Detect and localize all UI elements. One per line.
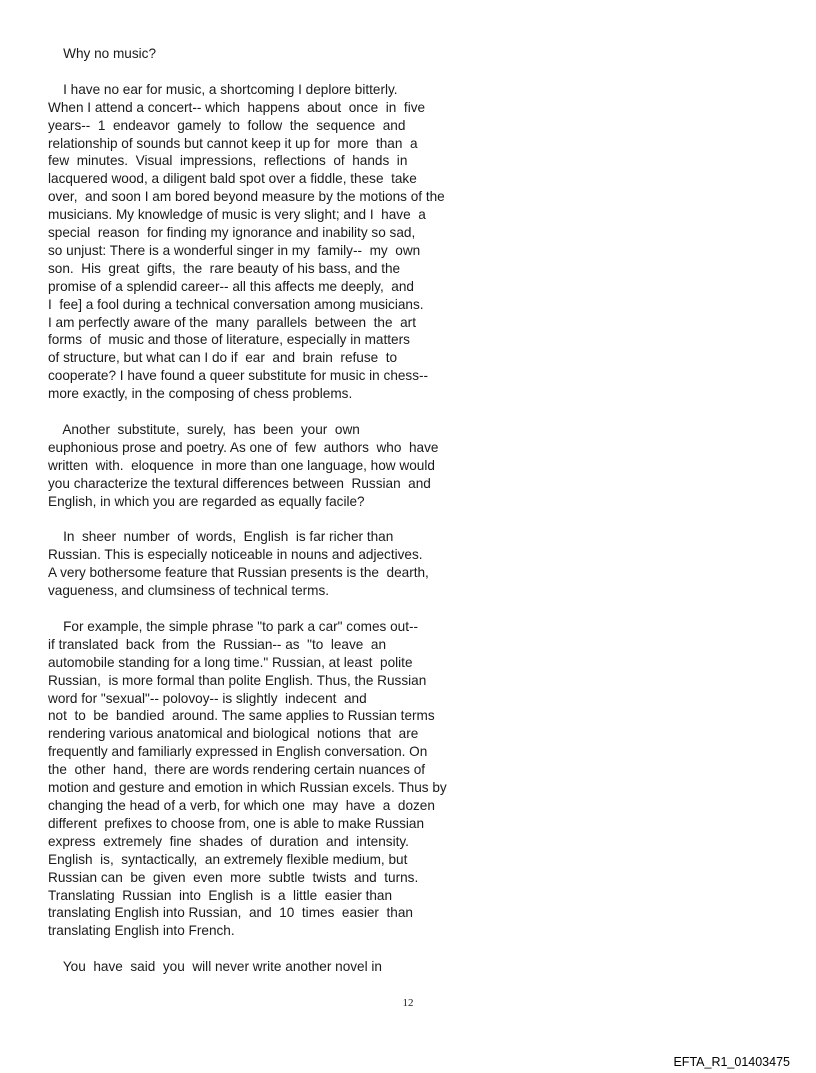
text-line: few minutes. Visual impressions, reflections of hands in bbox=[48, 153, 408, 169]
text-line: different prefixes to choose from, one is able to make Russian bbox=[48, 815, 425, 831]
text-line: not to be bandied around. The same applies to Russian terms bbox=[48, 708, 435, 724]
body-text bbox=[48, 45, 448, 976]
paragraph-gap bbox=[48, 63, 448, 81]
paragraph-question-novel bbox=[48, 958, 448, 976]
document-id: EFTA_R1_01403475 bbox=[673, 1055, 790, 1069]
text-line: I am perfectly aware of the many parallels between the art bbox=[48, 314, 416, 330]
paragraph-gap bbox=[48, 403, 448, 421]
text-line: Russian can be given even more subtle twists and turns. bbox=[48, 869, 419, 885]
text-line: vagueness, and clumsiness of technical terms. bbox=[48, 583, 330, 599]
text-line: English is, syntactically, an extremely flexible medium, but bbox=[48, 851, 408, 867]
paragraph-question-prose bbox=[48, 421, 448, 511]
text-line: over, and soon I am bored beyond measure by the motions of the bbox=[48, 189, 445, 205]
text-line: cooperate? I have found a queer substitute for music in chess-- bbox=[48, 368, 429, 384]
text-line: frequently and familiarly expressed in English conversation. On bbox=[48, 744, 428, 760]
paragraph-answer-words bbox=[48, 528, 448, 600]
text-line: promise of a splendid career-- all this affects me deeply, and bbox=[48, 278, 414, 294]
text-line: word for "sexual"-- polovoy-- is slightly indecent and bbox=[48, 690, 367, 706]
text-line: You have said you will never write another novel in bbox=[48, 959, 382, 975]
text-line: Another substitute, surely, has been your own bbox=[48, 422, 360, 437]
text-line: rendering various anatomical and biological notions that are bbox=[48, 726, 419, 742]
text-line: A very bothersome feature that Russian presents is the dearth, bbox=[48, 565, 429, 581]
text-line: forms of music and those of literature, especially in matters bbox=[48, 332, 410, 348]
text-line: For example, the simple phrase "to park a car" comes out-- bbox=[48, 618, 419, 634]
text-line: automobile standing for a long time." Russian, at least polite bbox=[48, 654, 413, 670]
text-line: Translating Russian into English is a little easier than bbox=[48, 887, 393, 903]
text-line: relationship of sounds but cannot keep it up for more than a bbox=[48, 135, 418, 151]
text-line: When I attend a concert-- which happens about once in five bbox=[48, 99, 426, 115]
text-line: son. His great gifts, the rare beauty of his bass, and the bbox=[48, 260, 401, 276]
text-line: English, in which you are regarded as equally facile? bbox=[48, 493, 365, 509]
text-line: more exactly, in the composing of chess problems. bbox=[48, 386, 353, 402]
text-line: musicians. My knowledge of music is very slight; and I have a bbox=[48, 207, 426, 223]
paragraph-gap bbox=[48, 600, 448, 618]
text-line: Why no music? bbox=[48, 46, 157, 61]
page-number: 12 bbox=[402, 997, 414, 1009]
text-line: of structure, but what can I do if ear and brain refuse to bbox=[48, 350, 398, 366]
text-line: so unjust: There is a wonderful singer in my family-- my own bbox=[48, 242, 421, 258]
paragraph-gap bbox=[48, 511, 448, 529]
text-line: translating English into Russian, and 10 times easier than bbox=[48, 905, 413, 921]
text-line: Russian. This is especially noticeable in nouns and adjectives. bbox=[48, 547, 423, 563]
paragraph-gap bbox=[48, 940, 448, 958]
text-line: years-- 1 endeavor gamely to follow the sequence and bbox=[48, 117, 406, 133]
paragraph-example bbox=[48, 618, 448, 940]
text-line: express extremely fine shades of duration and intensity. bbox=[48, 833, 409, 849]
text-line: I have no ear for music, a shortcoming I deplore bitterly. bbox=[48, 81, 398, 97]
text-line: if translated back from the Russian-- as "to leave an bbox=[48, 636, 387, 652]
text-line: motion and gesture and emotion in which Russian excels. Thus by bbox=[48, 780, 447, 796]
text-line: the other hand, there are words rendering certain nuances of bbox=[48, 762, 426, 778]
text-line: changing the head of a verb, for which one may have a dozen bbox=[48, 798, 435, 813]
text-line: special reason for finding my ignorance and inability so sad, bbox=[48, 225, 416, 241]
text-line: I fee] a fool during a technical conversation among musicians. bbox=[48, 296, 424, 312]
text-line: you characterize the textural differences between Russian and bbox=[48, 475, 431, 491]
text-line: euphonious prose and poetry. As one of few authors who have bbox=[48, 439, 439, 455]
paragraph-question-music bbox=[48, 45, 448, 63]
text-line: Russian, is more formal than polite English. Thus, the Russian bbox=[48, 672, 427, 688]
paragraph-answer-music bbox=[48, 81, 448, 403]
text-line: In sheer number of words, English is far richer than bbox=[48, 529, 394, 545]
text-line: lacquered wood, a diligent bald spot over a fiddle, these take bbox=[48, 171, 417, 187]
text-line: translating English into French. bbox=[48, 923, 235, 939]
text-line: written with. eloquence in more than one language, how would bbox=[48, 457, 435, 473]
